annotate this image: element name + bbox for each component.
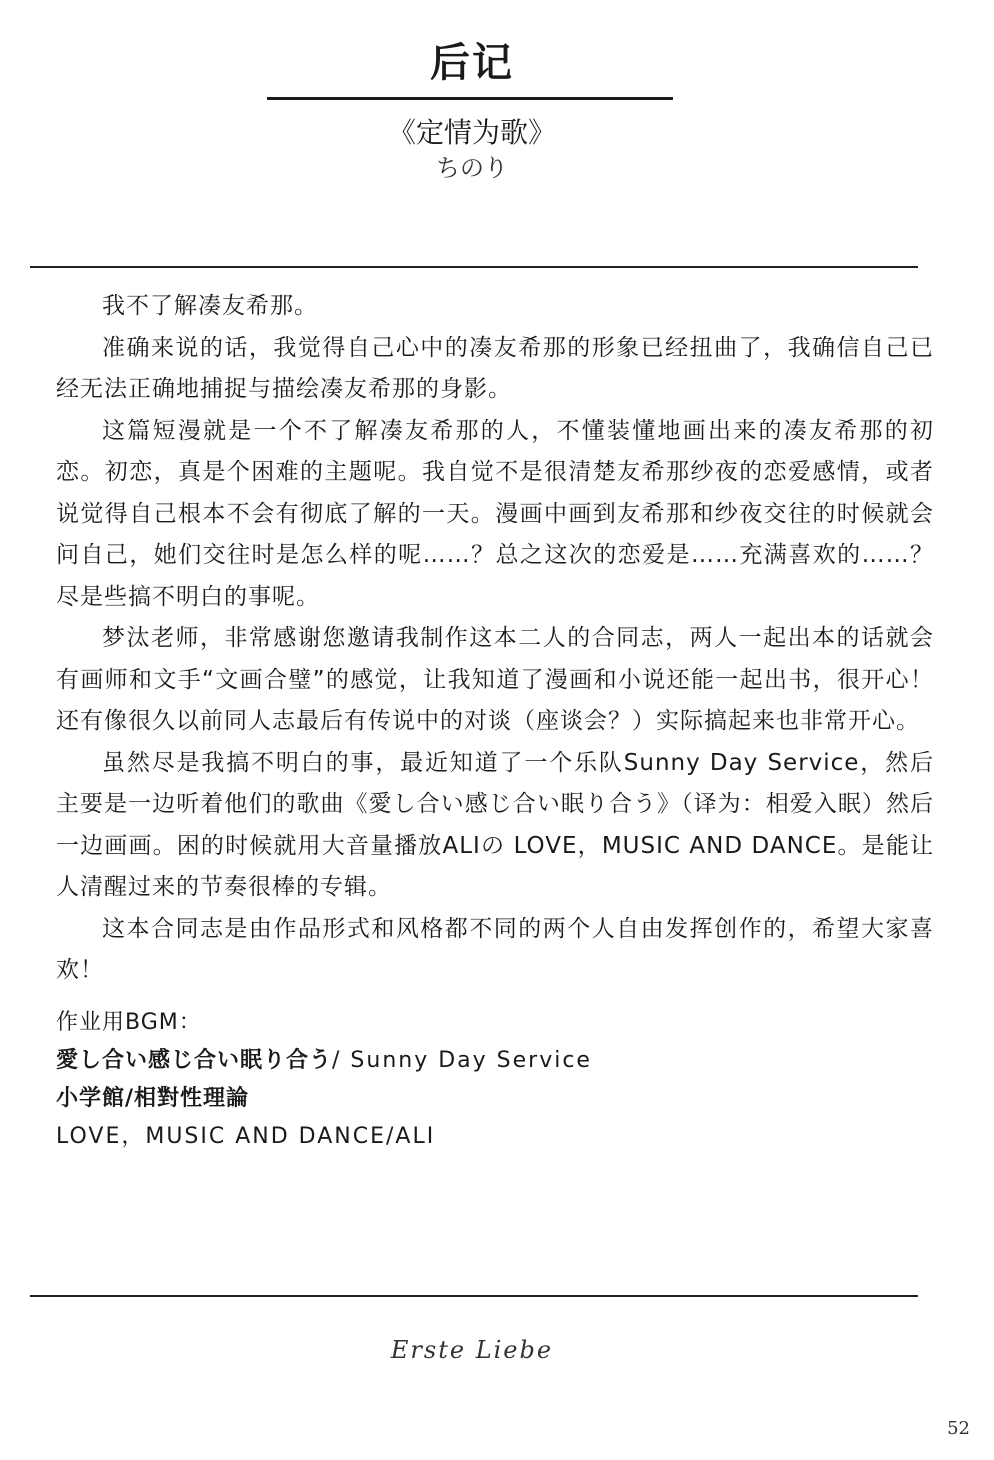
author-name: ちのり	[436, 154, 508, 182]
bgm-label: 作业用BGM：	[56, 1010, 202, 1035]
paragraph: 准确来说的话，我觉得自己心中的凑友希那的形象已经扭曲了，我确信自己已经无法正确地捕捉与描绘凑友希那的身影。	[56, 334, 934, 402]
top-divider	[30, 266, 918, 268]
bgm-track	[56, 1042, 934, 1080]
bgm-track: LOVE，MUSIC AND DANCE/ALI	[56, 1124, 436, 1149]
paragraph: 虽然尽是我搞不明白的事，最近知道了一个乐队Sunny Day Service，然后主要是一边听着他们的歌曲《愛し合い感じ合い眠り合う》（译为：相爱入眠）然后一边画画。困的时候就用大音量播放ALIの LOVE，MUSIC AND DANCE。是能让人清醒过来的节奏很棒的专辑。	[56, 749, 934, 900]
bottom-divider	[30, 1295, 918, 1297]
afterword-body	[56, 286, 934, 992]
footer-signature: Erste Liebe	[390, 1336, 554, 1364]
paragraph: 我不了解凑友希那。	[102, 293, 318, 319]
title-underline	[267, 97, 673, 100]
bgm-track-title: 愛し合い感じ合い眠り合う	[56, 1048, 333, 1073]
work-title: 《定情为歌》	[387, 116, 556, 149]
bgm-list	[56, 1004, 934, 1156]
paragraph: 梦汰老师，非常感谢您邀请我制作这本二人的合同志，两人一起出本的话就会有画师和文手“文画合璧”的感觉，让我知道了漫画和小说还能一起出书，很开心！还有像很久以前同人志最后有传说中的对谈（座谈会？）实际搞起来也非常开心。	[56, 625, 934, 734]
page-title: 后记	[430, 39, 514, 86]
bgm-track-artist: / Sunny Day Service	[332, 1048, 592, 1073]
bgm-track: 小学館/相對性理論	[56, 1086, 250, 1111]
paragraph: 这本合同志是由作品形式和风格都不同的两个人自由发挥创作的，希望大家喜欢！	[56, 915, 934, 983]
page-number: 52	[947, 1418, 970, 1439]
paragraph: 这篇短漫就是一个不了解凑友希那的人，不懂装懂地画出来的凑友希那的初恋。初恋，真是个困难的主题呢。我自觉不是很清楚友希那纱夜的恋爱感情，或者说觉得自己根本不会有彻底了解的一天。漫画中画到友希那和纱夜交往的时候就会问自己，她们交往时是怎么样的呢……？总之这次的恋爱是……充满喜欢的……？尽是些搞不明白的事呢。	[56, 417, 934, 610]
